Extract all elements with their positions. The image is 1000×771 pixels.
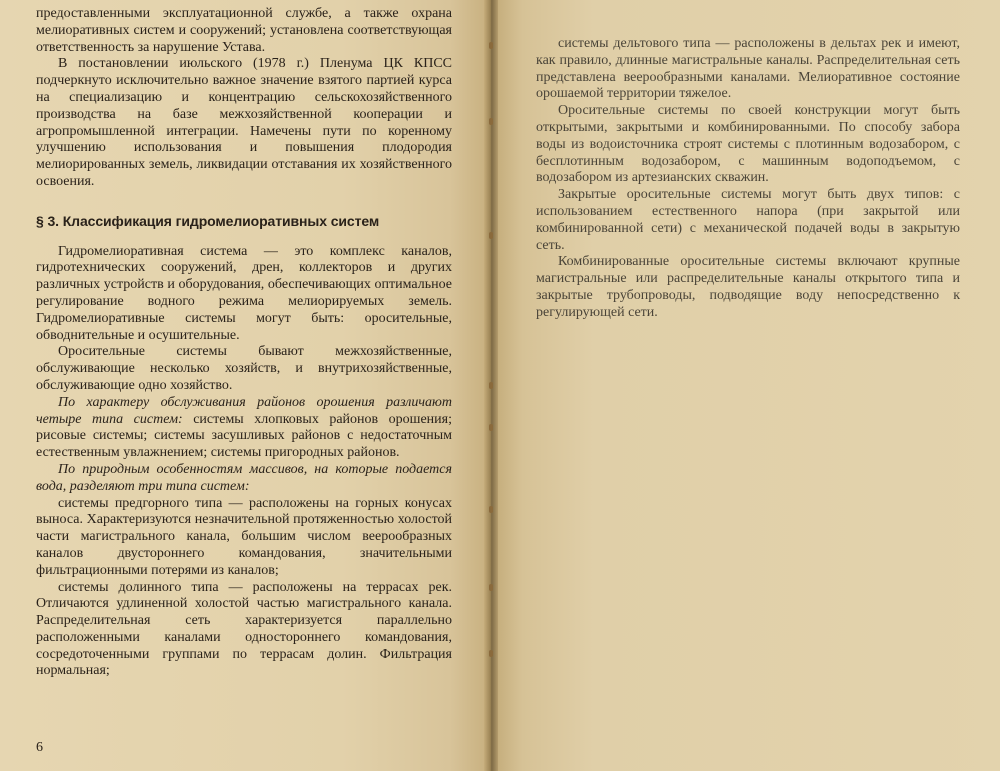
paragraph-definition: Гидромелиоративная система — это комплекс каналов, гидротехнических сооружений, дрен, коллекторов и других различных устройств и оборудования, обеспечивающих оптимальное регулирование водного режима мелиорируемых земель. Гидромелиоративные системы могут быть: оросительные, обводнительные и осушительные. [36,243,452,343]
right-text-column [536,36,960,322]
paragraph-combined: Комбинированные оросительные системы включают крупные магистральные или распределительные каналы открытого типа и закрытые трубопроводы, подводящие воду непосредственно к регулирующей сети. [536,254,960,320]
binding-stitch [489,382,493,389]
service-types-lead: По характеру обслуживания районов орошения различают четыре типа систем: [36,394,452,427]
section-heading: § 3. Классификация гидромелиоративных систем [36,212,380,229]
paragraph-plenum: В постановлении июльского (1978 г.) Пленума ЦК КПСС подчеркнуто исключительно важное значение взятого партией курса на специализацию и концентрацию сельскохозяйственного производства на базе межхозяйственной кооперации и агропромышленной интеграции. Намечены пути по коренному улучшению использования и повышения плодородия мелиорированных земель, ликвидации отставания их хозяйственного освоения. [36,56,452,189]
paragraph-natural-types: По природным особенностям массивов, на которые подается вода, разделяют три типа систем: [36,461,452,494]
paragraph-ustav: предоставленными эксплуатационной службе, а также охрана мелиоративных систем и сооружений; установлена соответствующая ответственность за нарушение Устава. [36,6,452,55]
binding-stitch [489,506,493,513]
paragraph-valley: системы долинного типа — расположены на террасах рек. Отличаются удлиненной холостой частью магистрального канала. Распределительная сеть характеризуется параллельно расположенными каналами одностороннего командования, сосредоточенными группами по террасам долин. Фильтрация нормальная; [36,579,452,679]
binding-stitch [489,42,493,49]
paragraph-farm-types: Оросительные системы бывают межхозяйственные, обслуживающие несколько хозяйств, и внутрихозяйственные, обслуживающие одно хозяйство. [36,344,452,393]
binding-stitch [489,232,493,239]
paragraph-foothill: системы предгорного типа — расположены на горных конусах выноса. Характеризуются незначительной протяженностью холостой части магистрального канала, большим числом веерообразных каналов двустороннего командования, значительными фильтрационными потерями из каналов; [36,495,452,578]
left-text-column [36,6,452,680]
paragraph-service-types [36,395,452,462]
paragraph-delta: системы дельтового типа — расположены в дельтах рек и имеют, как правило, длинные магистральные каналы. Распределительная сеть представлена веерообразными каналами. Мелиоративное состояние орошаемой территории тяжелое. [536,36,960,102]
binding-stitch [489,584,493,591]
binding-stitch [489,650,493,657]
paragraph-closed: Закрытые оросительные системы могут быть двух типов: с использованием естественного напора (при закрытой или комбинированной сети) с механической подачей воды в закрытую сеть. [536,187,960,253]
page-number: 6 [36,740,43,755]
binding-stitch [489,118,493,125]
binding-stitch [489,424,493,431]
paragraph-construction: Оросительные системы по своей конструкции могут быть открытыми, закрытыми и комбинированными. По способу забора воды из водоисточника строят системы с плотинным водозабором, с бесплотинным водозабором, с машинным водоподъемом, с водозабором из артезианских скважин. [536,103,960,186]
service-types-list: системы хлопковых районов орошения; рисовые системы; системы засушливых районов с недостаточным естественным увлажнением; системы пригородных районов. [36,411,452,461]
